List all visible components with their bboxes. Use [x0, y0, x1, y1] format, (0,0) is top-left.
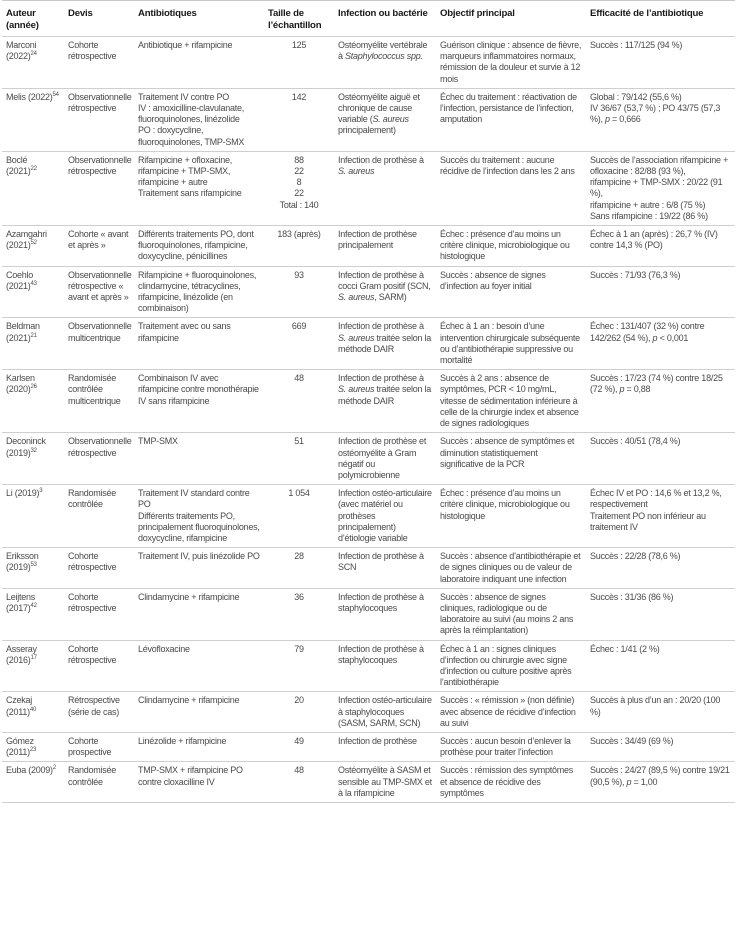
cell-author: [2, 692, 64, 733]
efficacy-line: IV 36/67 (53,7 %) ; PO 43/75 (57,3 %), p = 0,666: [590, 103, 721, 125]
reference-number: 24: [30, 51, 37, 58]
cell-design: Observationnelle rétrospective: [68, 436, 132, 458]
efficacy-line: Échec à 1 an (après) : 26,7 % (IV) contre 14,3 % (PO): [590, 229, 718, 251]
p-value-symbol: p: [605, 114, 610, 125]
sample-size-value: 79: [294, 643, 304, 654]
cell-objective: Guérison clinique : absence de fièvre, marqueurs inflammatoires normaux, rémission de la douleur et survie à 12 mois: [440, 40, 582, 84]
sample-size-value: 93: [294, 269, 304, 280]
efficacy-line: Succès de l’association rifampicine + ofloxacine : 82/88 (93 %),: [590, 154, 729, 177]
reference-number: 21: [30, 332, 37, 339]
header-efficacy: Efficacité de l’antibiotique: [590, 8, 704, 19]
antibiotics-line: Traitement sans rifampicine: [138, 188, 242, 199]
reference-number: 2: [52, 765, 56, 772]
cell-objective: Succès : aucun besoin d’enlever la prothèse pour traiter l’infection: [440, 735, 571, 758]
infection-text-suffix: , SARM): [374, 292, 407, 303]
author-name: Karlsen (2020): [6, 373, 35, 395]
antibiotics-line: Antibiotique + rifampicine: [138, 40, 233, 50]
antibiotics-line: rifampicine + TMP-SMX,: [138, 166, 231, 177]
cell-efficacy: [586, 732, 735, 761]
table-row: [2, 266, 735, 318]
antibiotics-line: Rifampicine + fluoroquinolones, clindamycine, tétracyclines, rifampicine, linézolide (en combinaison): [138, 269, 257, 314]
cell-objective: Succès : rémission des symptômes et absence de récidive des symptômes: [440, 765, 574, 798]
cell-sample-size: [264, 37, 334, 89]
cell-antibiotics: [134, 548, 264, 589]
cell-efficacy: [586, 640, 735, 692]
infection-text-suffix: principalement): [338, 125, 396, 136]
antibiotics-line: PO : doxycycline, fluoroquinolones, TMP-SMX: [138, 125, 245, 147]
cell-objective: Succès : absence de symptômes et diminution statistiquement significative de la PCR: [440, 436, 575, 469]
cell-design: Randomisée contrôlée: [68, 488, 117, 510]
cell-antibiotics: [134, 485, 264, 548]
antibiotics-line: Combinaison IV avec rifampicine contre monothérapie IV sans rifampicine: [138, 373, 259, 406]
efficacy-line: Sans rifampicine : 19/22 (86 %): [590, 210, 708, 221]
cell-infection: [334, 433, 436, 485]
cell-efficacy: [586, 762, 735, 803]
sample-size-value: 183 (après): [277, 229, 321, 240]
cell-efficacy: [586, 588, 735, 640]
cell-author: [2, 318, 64, 370]
antibiotics-line: Lévofloxacine: [138, 643, 190, 654]
efficacy-line: Traitement PO non inférieur au traitement IV: [590, 510, 706, 532]
cell-objective: Succès : « rémission » (non définie) avec absence de récidive d’infection au suivi: [440, 695, 576, 728]
cell-antibiotics: [134, 732, 264, 761]
antibiotics-line: Différents traitements PO, principalement fluoroquinolones, doxycycline, rifampicine: [138, 510, 260, 543]
reference-number: 17: [30, 654, 37, 661]
cell-author: [2, 370, 64, 433]
reference-number: 43: [30, 280, 37, 287]
cell-infection: [334, 370, 436, 433]
cell-efficacy: [586, 485, 735, 548]
author-name: Coehlo (2021): [6, 269, 34, 291]
infection-text: Infection de prothèse et ostéomyélite à Gram négatif ou polymicrobienne: [338, 436, 427, 480]
efficacy-line: Succès : 40/51 (78,4 %): [590, 436, 681, 447]
author-name: Deconinck (2019): [6, 436, 46, 458]
table-row: [2, 151, 735, 225]
author-name: Euba (2009): [6, 765, 53, 776]
table-row: [2, 640, 735, 692]
header-design: Devis: [68, 8, 93, 19]
cell-sample-size: [264, 732, 334, 761]
cell-infection: [334, 266, 436, 318]
cell-author: [2, 485, 64, 548]
sample-size-value: 28: [294, 551, 304, 562]
cell-sample-size: [264, 151, 334, 225]
infection-text-suffix: traitée selon la méthode DAIR: [338, 384, 432, 406]
reference-number: 3: [39, 488, 43, 495]
infection-text: Ostéomyélite aiguë et chronique de cause variable (: [338, 91, 420, 125]
header-infection: Infection ou bactérie: [338, 8, 428, 19]
efficacy-line: Échec IV et PO : 14,6 % et 13,2 %, respectivement: [590, 488, 722, 510]
cell-design: Observationnelle rétrospective: [68, 91, 132, 114]
cell-sample-size: [264, 588, 334, 640]
efficacy-line: Succès à plus d’un an : 20/20 (100 %): [590, 695, 721, 717]
cell-antibiotics: [134, 588, 264, 640]
reference-number: 26: [30, 384, 37, 391]
table-row: [2, 485, 735, 548]
efficacy-line: Succès : 17/23 (74 %) contre 18/25 (72 %), p = 0,88: [590, 373, 723, 395]
cell-antibiotics: [134, 318, 264, 370]
table-row: [2, 692, 735, 733]
sample-size-value: 48: [294, 765, 304, 776]
cell-objective: Échec à 1 an : signes cliniques d’infection ou chirurgie avec signe d’infection ou culture positive après l’antibiothérapie: [440, 643, 572, 688]
cell-author: [2, 433, 64, 485]
author-name: Beldman (2021): [6, 321, 40, 343]
header-objective: Objectif principal: [440, 8, 515, 19]
cell-design: Rétrospective (série de cas): [68, 695, 120, 717]
efficacy-line: Succès : 24/27 (89,5 %) contre 19/21 (90,5 %), p = 1,00: [590, 765, 730, 787]
cell-infection: [334, 37, 436, 89]
cell-antibiotics: [134, 762, 264, 803]
cell-design: Cohorte « avant et après »: [68, 229, 129, 251]
infection-text: Infection de prothèse principalement: [338, 229, 417, 251]
cell-efficacy: [586, 548, 735, 589]
cell-antibiotics: [134, 37, 264, 89]
cell-objective: Succès : absence de signes d’infection au foyer initial: [440, 269, 546, 291]
sample-size-value: 22: [294, 188, 304, 199]
sample-size-value: 48: [294, 373, 304, 384]
organism-name: S. aureus: [372, 114, 409, 125]
cell-sample-size: [264, 318, 334, 370]
efficacy-line: Global : 79/142 (55,6 %): [590, 91, 682, 102]
cell-sample-size: [264, 692, 334, 733]
infection-text-suffix: traitée selon la méthode DAIR: [338, 332, 432, 354]
table-row: [2, 588, 735, 640]
antibiotics-line: IV : amoxicilline-clavulanate, fluoroquinolones, linézolide: [138, 103, 245, 125]
table-row: [2, 732, 735, 761]
cell-author: [2, 732, 64, 761]
sample-size-value: 125: [291, 40, 307, 50]
author-name: Boclé (2021): [6, 154, 31, 177]
table-row: [2, 370, 735, 433]
antibiotic-studies-table: [2, 0, 735, 803]
antibiotics-line: Linézolide + rifampicine: [138, 735, 227, 746]
cell-infection: [334, 88, 436, 151]
table-row: [2, 762, 735, 803]
cell-design: Cohorte rétrospective: [68, 551, 117, 573]
author-name: Melis (2022): [6, 91, 53, 102]
cell-antibiotics: [134, 88, 264, 151]
cell-efficacy: [586, 266, 735, 318]
cell-infection: [334, 548, 436, 589]
efficacy-line: Succès : 117/125 (94 %): [590, 40, 683, 50]
cell-objective: Échec : présence d’au moins un critère clinique, microbiologique ou histologique: [440, 488, 570, 521]
cell-efficacy: [586, 37, 735, 89]
cell-infection: [334, 692, 436, 733]
cell-antibiotics: [134, 370, 264, 433]
antibiotics-line: Traitement IV contre PO: [138, 91, 229, 102]
antibiotics-line: Traitement IV, puis linézolide PO: [138, 551, 260, 562]
cell-efficacy: [586, 318, 735, 370]
cell-sample-size: [264, 88, 334, 151]
cell-design: Cohorte rétrospective: [68, 40, 117, 62]
sample-size-value: 8: [296, 177, 302, 188]
sample-size-value: 142: [291, 91, 307, 102]
efficacy-line: Succès : 34/49 (69 %): [590, 735, 674, 746]
cell-design: Randomisée contrôlée: [68, 765, 117, 787]
cell-sample-size: [264, 433, 334, 485]
author-name: Li (2019): [6, 488, 40, 499]
reference-number: 52: [30, 240, 37, 247]
antibiotics-line: TMP-SMX: [138, 436, 178, 447]
infection-text: Infection ostéo-articulaire (avec matériel ou prothèses principalement) d’étiologie variable: [338, 488, 432, 543]
reference-number: 53: [30, 562, 37, 569]
cell-author: [2, 548, 64, 589]
reference-number: 23: [29, 747, 37, 754]
cell-design: Observationnelle rétrospective « avant et après »: [68, 269, 132, 303]
antibiotics-line: TMP-SMX + rifampicine PO contre cloxacilline IV: [138, 765, 243, 787]
table-header-row: [2, 1, 735, 37]
infection-text: Infection de prothèse à: [338, 321, 424, 332]
cell-sample-size: [264, 370, 334, 433]
efficacy-line: Succès : 31/36 (86 %): [590, 591, 674, 602]
author-name: Eriksson (2019): [6, 551, 39, 573]
cell-infection: [334, 588, 436, 640]
reference-number: 40: [29, 706, 37, 713]
cell-infection: [334, 762, 436, 803]
reference-number: 42: [30, 602, 37, 609]
sample-size-value: Total : 140: [279, 199, 319, 210]
cell-infection: [334, 732, 436, 761]
infection-text: Infection de prothèse à staphylocoques: [338, 591, 424, 613]
infection-text: Infection ostéo-articulaire à staphylocoques (SASM, SARM, SCN): [338, 695, 432, 728]
sample-size-value: 49: [294, 735, 304, 746]
cell-design: Cohorte rétrospective: [68, 591, 117, 613]
cell-objective: Échec à 1 an : besoin d’une intervention chirurgicale subséquente ou d’antibiothérapie suppressive ou mortalité: [440, 321, 580, 366]
cell-sample-size: [264, 762, 334, 803]
author-name: Czekaj (2011): [6, 695, 33, 717]
cell-objective: Échec : présence d’au moins un critère clinique, microbiologique ou histologique: [440, 229, 570, 262]
cell-antibiotics: [134, 433, 264, 485]
organism-name: S. aureus: [338, 332, 375, 343]
cell-efficacy: [586, 151, 735, 225]
cell-infection: [334, 226, 436, 267]
table-row: [2, 548, 735, 589]
cell-author: [2, 588, 64, 640]
cell-author: [2, 151, 64, 225]
author-name: Azamgahri (2021): [6, 229, 47, 251]
sample-size-value: 1 054: [288, 488, 310, 499]
infection-text: Infection de prothèse à staphylocoques: [338, 643, 424, 665]
sample-size-value: 51: [294, 436, 304, 447]
cell-objective: Succès du traitement : aucune récidive de l’infection dans les 2 ans: [440, 154, 575, 177]
cell-infection: [334, 318, 436, 370]
cell-efficacy: [586, 370, 735, 433]
p-value-symbol: p: [626, 776, 632, 787]
reference-number: 22: [30, 166, 37, 173]
cell-efficacy: [586, 226, 735, 267]
efficacy-line: Succès : 22/28 (78,6 %): [590, 551, 681, 562]
infection-text: Ostéomyélite vertébrale à: [338, 40, 428, 62]
antibiotics-line: Traitement IV standard contre PO: [138, 488, 250, 510]
infection-text: Ostéomyélite à SASM et sensible au TMP-SMX et à la rifampicine: [338, 765, 432, 798]
cell-design: Observationnelle multicentrique: [68, 321, 132, 343]
sample-size-value: 88: [294, 154, 304, 165]
cell-sample-size: [264, 226, 334, 267]
table-row: [2, 88, 735, 151]
infection-text: Infection de prothèse à SCN: [338, 551, 424, 573]
organism-name: S. aureus: [338, 292, 375, 303]
cell-infection: [334, 640, 436, 692]
cell-antibiotics: [134, 640, 264, 692]
cell-sample-size: [264, 485, 334, 548]
cell-antibiotics: [134, 692, 264, 733]
cell-efficacy: [586, 88, 735, 151]
cell-efficacy: [586, 433, 735, 485]
author-name: Marconi (2022): [6, 40, 37, 62]
cell-design: Cohorte rétrospective: [68, 643, 117, 665]
reference-number: 32: [30, 447, 37, 454]
table-row: [2, 318, 735, 370]
antibiotics-line: Différents traitements PO, dont fluoroquinolones, rifampicine, doxycycline, pénicillines: [138, 229, 254, 262]
sample-size-value: 22: [294, 166, 304, 177]
antibiotics-line: Clindamycine + rifampicine: [138, 695, 240, 706]
cell-antibiotics: [134, 266, 264, 318]
cell-antibiotics: [134, 151, 264, 225]
cell-objective: Succès : absence d’antibiothérapie et de signes cliniques ou de valeur de laboratoire indiquant une infection: [440, 551, 581, 584]
efficacy-line: Échec : 1/41 (2 %): [590, 643, 660, 654]
cell-infection: [334, 485, 436, 548]
author-name: Gómez (2011): [6, 735, 34, 758]
antibiotics-line: rifampicine + autre: [138, 177, 208, 188]
cell-author: [2, 266, 64, 318]
efficacy-line: rifampicine + TMP-SMX : 20/22 (91 %),: [590, 177, 723, 199]
header-sample-size: Taille de l’échantillon: [268, 8, 322, 31]
cell-sample-size: [264, 548, 334, 589]
sample-size-value: 20: [294, 695, 304, 706]
cell-sample-size: [264, 266, 334, 318]
cell-author: [2, 37, 64, 89]
p-value-symbol: p: [619, 384, 625, 395]
antibiotics-line: Clindamycine + rifampicine: [138, 591, 240, 602]
cell-design: Observationnelle rétrospective: [68, 154, 132, 177]
cell-efficacy: [586, 692, 735, 733]
author-name: Asseray (2016): [6, 643, 37, 665]
infection-text: Infection de prothèse: [338, 735, 417, 746]
cell-design: Cohorte prospective: [68, 735, 112, 758]
organism-name: Staphylococcus spp.: [345, 51, 423, 62]
sample-size-value: 669: [291, 321, 307, 332]
cell-sample-size: [264, 640, 334, 692]
author-name: Leijtens (2017): [6, 591, 36, 613]
organism-name: S. aureus: [338, 166, 375, 177]
infection-text: Infection de prothèse à: [338, 373, 424, 384]
efficacy-line: Échec : 131/407 (32 %) contre 142/262 (54 %), p < 0,001: [590, 321, 705, 343]
cell-objective: Échec du traitement : réactivation de l’infection, persistance de l’infection, amputation: [440, 91, 577, 125]
cell-design: Randomisée contrôlée multicentrique: [68, 373, 121, 406]
p-value-symbol: p: [652, 332, 658, 343]
reference-number: 54: [52, 91, 59, 98]
cell-objective: Succès à 2 ans : absence de symptômes, PCR < 10 mg/mL, vitesse de sédimentation inférieure à celle de la chirurgie index et absence de signes radiologiques: [440, 373, 579, 429]
table-row: [2, 37, 735, 89]
efficacy-line: Succès : 71/93 (76,3 %): [590, 269, 681, 280]
cell-author: [2, 226, 64, 267]
cell-antibiotics: [134, 226, 264, 267]
antibiotics-line: Rifampicine + ofloxacine,: [138, 154, 233, 165]
infection-text: Infection de prothèse à cocci Gram positif (SCN,: [338, 269, 431, 291]
organism-name: S. aureus: [338, 384, 375, 395]
cell-author: [2, 88, 64, 151]
cell-infection: [334, 151, 436, 225]
table-row: [2, 226, 735, 267]
header-antibiotics: Antibiotiques: [138, 8, 197, 19]
header-author: Auteur (année): [6, 8, 39, 31]
efficacy-line: rifampicine + autre : 6/8 (75 %): [590, 199, 706, 210]
infection-text: Infection de prothèse à: [338, 154, 424, 165]
cell-author: [2, 762, 64, 803]
cell-objective: Succès : absence de signes cliniques, radiologique ou de laboratoire au suivi (au moins 2 ans après la réimplantation): [440, 591, 574, 636]
antibiotics-line: Traitement avec ou sans rifampicine: [138, 321, 231, 343]
table-row: [2, 433, 735, 485]
cell-author: [2, 640, 64, 692]
sample-size-value: 36: [294, 591, 304, 602]
